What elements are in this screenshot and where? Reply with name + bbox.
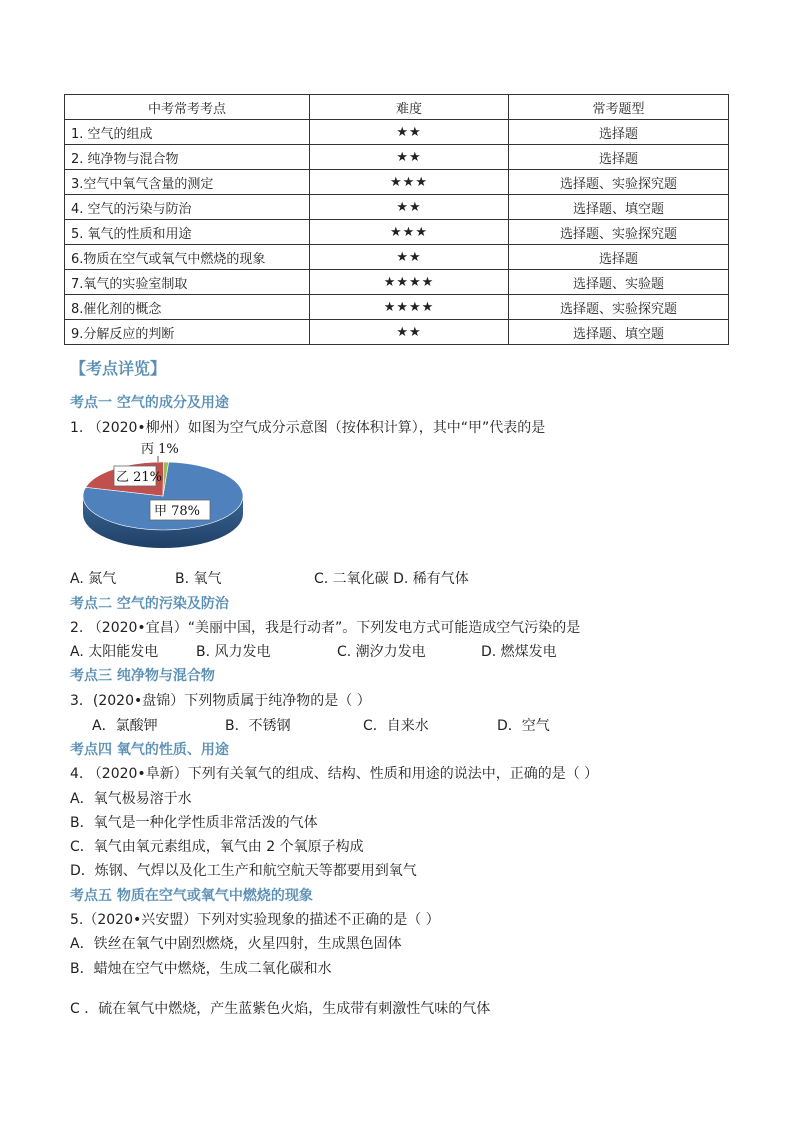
point-cell: 2. 纯净物与混合物 <box>65 145 310 170</box>
table-row <box>65 195 729 220</box>
difficulty-cell: ★★ <box>310 320 509 345</box>
exam-points-table <box>64 94 729 345</box>
header-difficulty: 难度 <box>310 95 509 120</box>
point-cell: 7.氧气的实验室制取 <box>65 270 310 295</box>
question-type-cell: 选择题、填空题 <box>509 195 729 220</box>
point-cell: 6.物质在空气或氧气中燃烧的现象 <box>65 245 310 270</box>
question-type-cell: 选择题、填空题 <box>509 320 729 345</box>
q5-option-a: A．铁丝在氧气中剧烈燃烧，火星四射，生成黑色固体 <box>70 936 402 952</box>
q2-option-a: A. 太阳能发电 <box>70 644 159 660</box>
point-cell: 9.分解反应的判断 <box>65 320 310 345</box>
q2-option-b: B. 风力发电 <box>196 644 271 660</box>
table-row <box>65 320 729 345</box>
difficulty-cell: ★★★ <box>310 170 509 195</box>
question-type-cell: 选择题 <box>509 120 729 145</box>
point-5-title: 考点五 物质在空气或氧气中燃烧的现象 <box>70 888 313 904</box>
difficulty-cell: ★★ <box>310 145 509 170</box>
q3-option-a: A．氯酸钾 <box>92 718 158 734</box>
difficulty-cell: ★★ <box>310 195 509 220</box>
question-type-cell: 选择题、实验探究题 <box>509 170 729 195</box>
point-3-title: 考点三 纯净物与混合物 <box>70 668 215 684</box>
question-type-cell: 选择题 <box>509 145 729 170</box>
table-row <box>65 245 729 270</box>
q4-option-b: B．氧气是一种化学性质非常活泼的气体 <box>70 815 318 831</box>
point-cell: 4. 空气的污染与防治 <box>65 195 310 220</box>
question-5: 5.（2020•兴安盟）下列对实验现象的描述不正确的是（ ） <box>70 912 440 928</box>
pie-label-bing: 丙 1% <box>141 442 179 457</box>
table-header-row <box>65 95 729 120</box>
difficulty-cell: ★★★ <box>310 220 509 245</box>
q4-option-c: C．氧气由氧元素组成，氧气由 2 个氧原子构成 <box>70 839 364 855</box>
table-row <box>65 170 729 195</box>
header-question-type: 常考题型 <box>509 95 729 120</box>
q2-option-c: C. 潮汐力发电 <box>337 644 426 660</box>
question-1: 1. （2020•柳州）如图为空气成分示意图（按体积计算），其中“甲”代表的是 <box>70 420 546 436</box>
q1-option-b: B. 氧气 <box>175 571 222 587</box>
q1-option-a: A. 氮气 <box>70 571 117 587</box>
header-point: 中考常考考点 <box>65 95 310 120</box>
table-row <box>65 295 729 320</box>
point-1-title: 考点一 空气的成分及用途 <box>70 395 229 411</box>
q4-option-d: D．炼钢、气焊以及化工生产和航空航天等都要用到氧气 <box>70 863 417 879</box>
pie-label-yi: 乙 21% <box>116 470 163 485</box>
q4-option-a: A．氧气极易溶于水 <box>70 791 192 807</box>
question-type-cell: 选择题 <box>509 245 729 270</box>
question-type-cell: 选择题、实验探究题 <box>509 220 729 245</box>
q3-option-d: D．空气 <box>497 718 550 734</box>
question-4: 4. （2020•阜新）下列有关氧气的组成、结构、性质和用途的说法中，正确的是（ ） <box>70 766 599 782</box>
point-cell: 3.空气中氧气含量的测定 <box>65 170 310 195</box>
difficulty-cell: ★★★★ <box>310 295 509 320</box>
difficulty-cell: ★★★★ <box>310 270 509 295</box>
q2-option-d: D. 燃煤发电 <box>481 644 557 660</box>
difficulty-cell: ★★ <box>310 245 509 270</box>
q3-option-b: B．不锈钢 <box>225 718 291 734</box>
question-type-cell: 选择题、实验探究题 <box>509 295 729 320</box>
point-2-title: 考点二 空气的污染及防治 <box>70 596 229 612</box>
table-row <box>65 270 729 295</box>
table-row <box>65 120 729 145</box>
point-cell: 5. 氧气的性质和用途 <box>65 220 310 245</box>
q5-option-c: C ．硫在氧气中燃烧，产生蓝紫色火焰，生成带有刺激性气味的气体 <box>70 1001 491 1017</box>
question-2: 2. （2020•宜昌）“美丽中国，我是行动者”。下列发电方式可能造成空气污染的是 <box>70 620 581 636</box>
point-cell: 8.催化剂的概念 <box>65 295 310 320</box>
table-row <box>65 145 729 170</box>
section-title: 【考点详览】 <box>70 359 167 378</box>
question-3: 3．(2020•盘锦）下列物质属于纯净物的是（ ） <box>70 693 371 709</box>
point-4-title: 考点四 氧气的性质、用途 <box>70 742 229 758</box>
q3-option-c: C．自来水 <box>363 718 429 734</box>
air-composition-pie-chart <box>78 436 248 566</box>
point-cell: 1. 空气的组成 <box>65 120 310 145</box>
question-type-cell: 选择题、实验题 <box>509 270 729 295</box>
q5-option-b: B．蜡烛在空气中燃烧，生成二氧化碳和水 <box>70 961 332 977</box>
table-row <box>65 220 729 245</box>
difficulty-cell: ★★ <box>310 120 509 145</box>
q1-option-cd: C. 二氧化碳 D. 稀有气体 <box>314 571 469 587</box>
pie-label-jia: 甲 78% <box>154 504 201 519</box>
